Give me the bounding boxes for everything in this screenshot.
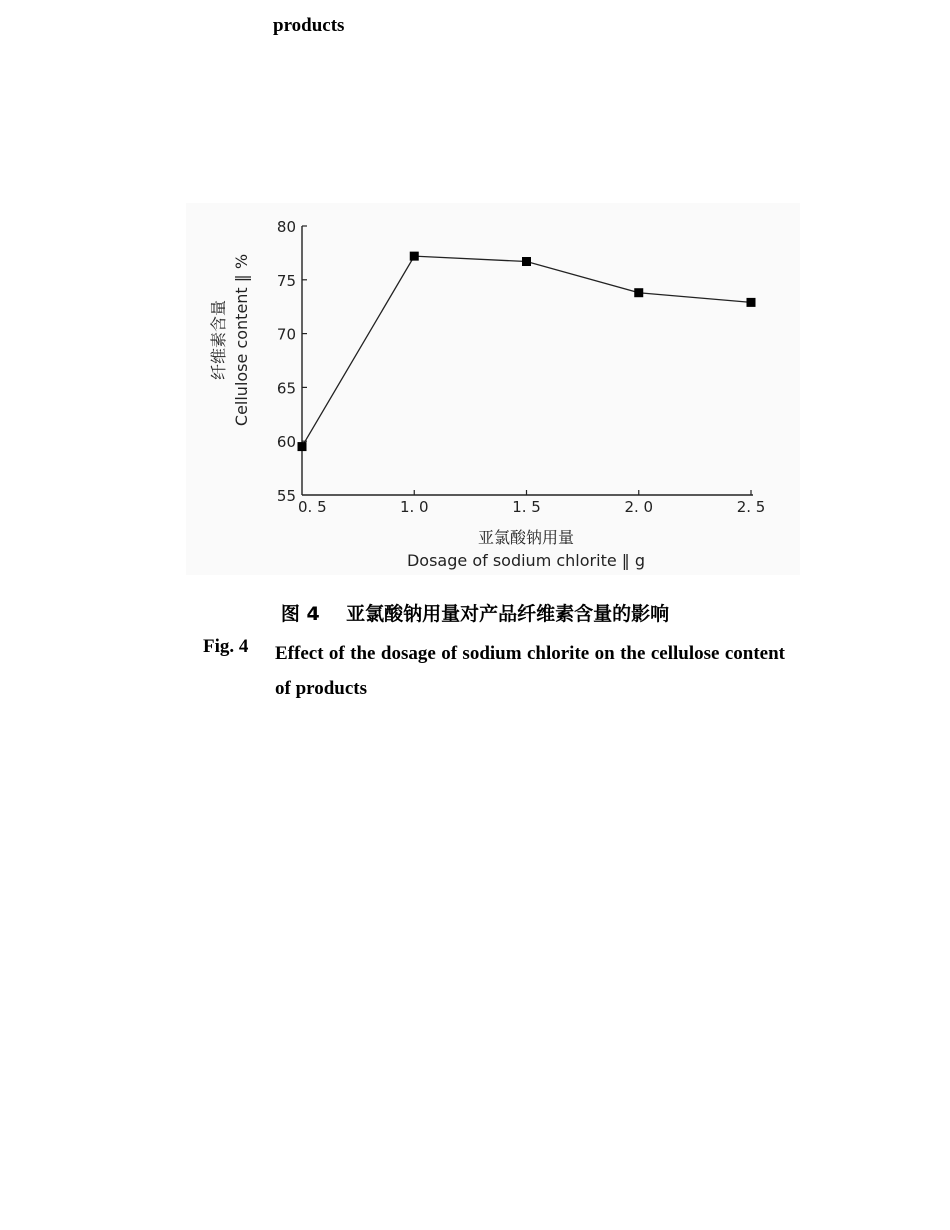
x-tick-label: 1. 0 (399, 498, 429, 516)
y-axis-label-en: Cellulose content ‖ % (232, 253, 251, 427)
figure-caption-label: Fig. 4 (203, 636, 249, 657)
figure-caption-zh: 图 4 亚氯酸钠用量对产品纤维素含量的影响 (280, 603, 670, 625)
x-tick-label: 2. 0 (624, 498, 654, 516)
x-tick-label: 2. 5 (736, 498, 766, 516)
data-point (410, 252, 419, 261)
x-axis-label-zh: 亚氯酸钠用量 (477, 528, 575, 547)
line-chart (186, 203, 800, 575)
y-tick-label: 80 (276, 218, 296, 236)
x-ticks (298, 490, 765, 516)
series-markers (298, 252, 756, 451)
data-point (298, 442, 307, 451)
figure-chart (186, 203, 800, 575)
data-point (747, 298, 756, 307)
figure-caption-en: Effect of the dosage of sodium chlorite on the cellulose content of products (275, 643, 785, 699)
x-tick-label: 1. 5 (512, 498, 541, 516)
y-tick-label: 60 (276, 433, 296, 452)
x-tick-label: 0. 5 (298, 498, 327, 516)
y-tick-label: 70 (276, 325, 296, 344)
y-tick-label: 75 (276, 271, 296, 290)
x-axis-label-en: Dosage of sodium chlorite ‖ g (406, 551, 646, 570)
data-point (522, 257, 531, 266)
y-tick-label: 65 (276, 379, 296, 398)
y-axis-label-zh: 纤维素含量 (209, 299, 228, 381)
previous-caption-fragment: products (273, 15, 345, 36)
y-tick-label: 55 (276, 487, 296, 505)
series-line (302, 256, 751, 446)
data-point (634, 288, 643, 297)
axes (302, 226, 753, 495)
